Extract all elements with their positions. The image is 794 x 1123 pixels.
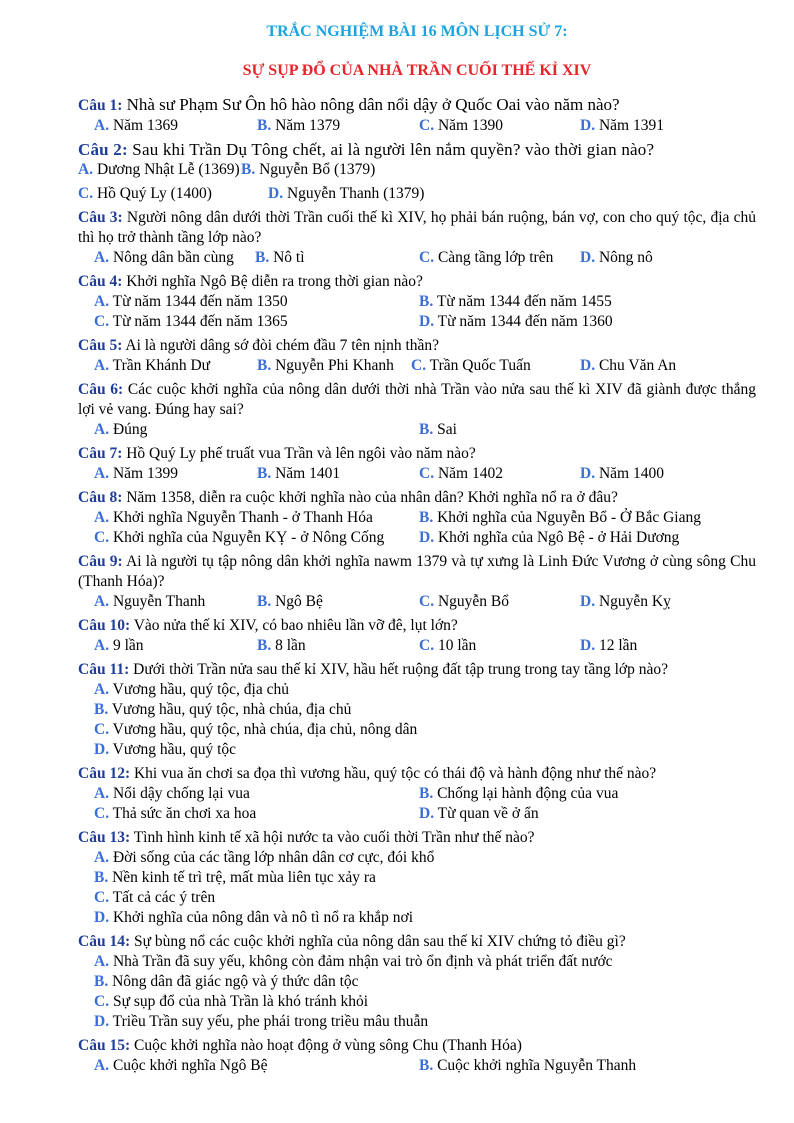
option-c[interactable]: C. Hồ Quý Ly (1400) xyxy=(78,185,212,202)
options-row xyxy=(78,292,756,312)
worksheet-page xyxy=(78,0,756,1076)
option-a[interactable]: A. Nhà Trần đã suy yếu, không còn đảm nhận vai trò ổn định và phát triển đất nước xyxy=(94,953,613,970)
option-a[interactable]: A. Vương hầu, quý tộc, địa chủ xyxy=(94,681,289,698)
question-number: Câu 8: xyxy=(78,489,123,506)
question-number: Câu 15: xyxy=(78,1037,131,1054)
option-b[interactable]: B. Nông dân đã giác ngộ và ý thức dân tộc xyxy=(94,973,359,990)
question-number: Câu 12: xyxy=(78,765,131,782)
question-4 xyxy=(78,272,756,292)
option-c[interactable]: C. Năm 1390 xyxy=(419,117,503,134)
question-2 xyxy=(78,140,756,160)
question-text: Khởi nghĩa Ngô Bệ diễn ra trong thời gian nào? xyxy=(122,273,423,290)
question-text: Tình hình kinh tế xã hội nước ta vào cuối thời Trần như thế nào? xyxy=(130,829,535,846)
question-7 xyxy=(78,444,756,464)
page-title: TRẮC NGHIỆM BÀI 16 MÔN LỊCH SỬ 7: xyxy=(266,23,568,40)
options-row xyxy=(78,528,756,548)
question-1 xyxy=(78,95,756,116)
option-b[interactable]: B. Năm 1379 xyxy=(257,117,341,134)
option-c[interactable]: C. Nguyễn Bổ xyxy=(419,593,509,610)
option-d[interactable]: D. Nông nô xyxy=(580,249,653,266)
option-c[interactable]: C. Từ năm 1344 đến năm 1365 xyxy=(94,313,288,330)
options-row xyxy=(78,508,756,528)
options-row xyxy=(78,356,756,376)
question-9 xyxy=(78,552,756,592)
options-row xyxy=(78,592,756,612)
question-number: Câu 5: xyxy=(78,337,123,354)
option-b[interactable]: B. 8 lần xyxy=(257,637,306,654)
option-d[interactable]: D. Từ quan về ở ẩn xyxy=(419,805,539,822)
question-number: Câu 14: xyxy=(78,933,131,950)
option-c[interactable]: C. Vương hầu, quý tộc, nhà chúa, địa chủ, nông dân xyxy=(94,721,418,738)
option-b[interactable]: B. Năm 1401 xyxy=(257,465,341,482)
question-text: Sau khi Trần Dụ Tông chết, ai là người lên nắm quyền? vào thời gian nào? xyxy=(127,140,655,159)
option-b[interactable]: B. Khởi nghĩa của Nguyễn Bổ - Ở Bắc Giang xyxy=(419,509,701,526)
option-c[interactable]: C. Tất cả các ý trên xyxy=(94,889,216,906)
question-3 xyxy=(78,208,756,248)
question-text: Hồ Quý Ly phế truất vua Trần và lên ngôi vào năm nào? xyxy=(122,445,476,462)
option-c[interactable]: C. Càng tầng lớp trên xyxy=(419,249,554,266)
question-number: Câu 7: xyxy=(78,445,123,462)
question-number: Câu 11: xyxy=(78,661,130,678)
option-b[interactable]: B. Ngô Bệ xyxy=(257,593,323,610)
question-text: Ai là người tụ tập nông dân khởi nghĩa nawm 1379 và tự xưng là Linh Đức Vương ở cùng sông Chu (Thanh Hóa)? xyxy=(78,553,756,590)
question-text: Ai là người dâng sớ đòi chém đầu 7 tên nịnh thần? xyxy=(122,337,440,354)
question-number: Câu 13: xyxy=(78,829,131,846)
option-a[interactable]: A. Đời sống của các tầng lớp nhân dân cơ cực, đói khổ xyxy=(94,849,435,866)
option-b[interactable]: B. Sai xyxy=(419,421,457,438)
option-c[interactable]: C. 10 lần xyxy=(419,637,477,654)
question-8 xyxy=(78,488,756,508)
option-c[interactable]: C. Trần Quốc Tuấn xyxy=(411,357,531,374)
option-a[interactable]: A. Nổi dậy chống lại vua xyxy=(94,785,250,802)
question-5 xyxy=(78,336,756,356)
question-text: Các cuộc khởi nghĩa của nông dân dưới thời nhà Trần vào nửa sau thế kì XIV đã giành được thắng lợi vẻ vang. Đúng hay sai? xyxy=(78,381,756,418)
option-a[interactable]: A. Khởi nghĩa Nguyễn Thanh - ở Thanh Hóa xyxy=(94,509,373,526)
question-14 xyxy=(78,932,756,952)
options-row xyxy=(78,184,756,204)
option-a[interactable]: A. Nguyễn Thanh xyxy=(94,593,206,610)
option-b[interactable]: B. Từ năm 1344 đến năm 1455 xyxy=(419,293,612,310)
option-a[interactable]: A. Từ năm 1344 đến năm 1350 xyxy=(94,293,288,310)
question-10 xyxy=(78,616,756,636)
question-15 xyxy=(78,1036,756,1056)
option-a[interactable]: A. Đúng xyxy=(94,421,148,438)
options-row xyxy=(78,464,756,484)
option-d[interactable]: D. Triều Trần suy yếu, phe phái trong triều mâu thuẫn xyxy=(94,1013,429,1030)
option-a[interactable]: A. Cuộc khởi nghĩa Ngô Bệ xyxy=(94,1057,268,1074)
option-c[interactable]: C. Thả sức ăn chơi xa hoa xyxy=(94,805,257,822)
option-d[interactable]: D. Năm 1400 xyxy=(580,465,664,482)
question-11 xyxy=(78,660,756,680)
question-13 xyxy=(78,828,756,848)
option-a[interactable]: A. 9 lần xyxy=(94,637,144,654)
option-d[interactable]: D. Nguyễn Thanh (1379) xyxy=(268,185,425,202)
option-d[interactable]: D. Vương hầu, quý tộc xyxy=(94,741,237,758)
option-b[interactable]: B. Nô tì xyxy=(255,249,305,266)
question-number: Câu 4: xyxy=(78,273,123,290)
option-d[interactable]: D. 12 lần xyxy=(580,637,638,654)
question-number: Câu 1: xyxy=(78,97,123,114)
question-number: Câu 10: xyxy=(78,617,131,634)
question-number: Câu 6: xyxy=(78,381,124,398)
option-b[interactable]: B. Nguyễn Bổ (1379) xyxy=(241,161,376,178)
options-row xyxy=(78,804,756,824)
options-row xyxy=(78,116,756,136)
question-text: Nhà sư Phạm Sư Ôn hô hào nông dân nổi dậy ở Quốc Oai vào năm nào? xyxy=(122,95,620,114)
option-b[interactable]: B. Vương hầu, quý tộc, nhà chúa, địa chủ xyxy=(94,701,352,718)
options-row xyxy=(78,1056,756,1076)
option-a[interactable]: A. Trần Khánh Dư xyxy=(94,357,211,374)
options-row xyxy=(78,784,756,804)
option-a[interactable]: A. Năm 1399 xyxy=(94,465,178,482)
option-c[interactable]: C. Sự sụp đổ của nhà Trần là khó tránh khỏi xyxy=(94,993,369,1010)
question-text: Năm 1358, diễn ra cuộc khởi nghĩa nào của nhân dân? Khởi nghĩa nổ ra ở đâu? xyxy=(122,489,618,506)
option-c[interactable]: C. Khởi nghĩa của Nguyễn KỴ - ở Nông Cống xyxy=(94,529,385,546)
question-text: Khi vua ăn chơi sa đọa thì vương hầu, quý tộc có thái độ và hành động như thế nào? xyxy=(130,765,657,782)
option-c[interactable]: C. Năm 1402 xyxy=(419,465,503,482)
option-d[interactable]: D. Năm 1391 xyxy=(580,117,664,134)
option-b[interactable]: B. Cuộc khởi nghĩa Nguyễn Thanh xyxy=(419,1057,637,1074)
option-a[interactable]: A. Nông dân bần cùng xyxy=(94,249,234,266)
question-12 xyxy=(78,764,756,784)
question-text: Người nông dân dưới thời Trần cuối thế kì XIV, họ phải bán ruộng, bán vợ, con cho quý tộc, địa chủ thì họ trở thành tầng lớp nào? xyxy=(78,209,756,246)
option-d[interactable]: D. Chu Văn An xyxy=(580,357,677,374)
option-d[interactable]: D. Nguyễn Kỵ xyxy=(580,593,671,610)
option-a[interactable]: A. Năm 1369 xyxy=(94,117,178,134)
options-row xyxy=(78,312,756,332)
question-text: Cuộc khởi nghĩa nào hoạt động ở vùng sông Chu (Thanh Hóa) xyxy=(130,1037,522,1054)
option-b[interactable]: B. Nền kinh tế trì trệ, mất mùa liên tục xảy ra xyxy=(94,869,376,886)
option-d[interactable]: D. Từ năm 1344 đến năm 1360 xyxy=(419,313,613,330)
options-row xyxy=(78,636,756,656)
option-d[interactable]: D. Khởi nghĩa của Ngô Bệ - ở Hải Dương xyxy=(419,529,680,546)
option-b[interactable]: B. Nguyễn Phi Khanh xyxy=(257,357,394,374)
options-row xyxy=(78,248,756,268)
question-text: Dưới thời Trần nửa sau thế kỉ XIV, hầu hết ruộng đất tập trung trong tay tầng lớp nào? xyxy=(129,661,668,678)
option-d[interactable]: D. Khởi nghĩa của nông dân và nô tì nổ ra khắp nơi xyxy=(94,909,414,926)
option-b[interactable]: B. Chống lại hành động của vua xyxy=(419,785,619,802)
question-number: Câu 9: xyxy=(78,553,123,570)
options-row xyxy=(78,160,756,180)
question-number: Câu 2: xyxy=(78,140,128,159)
options-row xyxy=(78,420,756,440)
question-6 xyxy=(78,380,756,420)
question-number: Câu 3: xyxy=(78,209,123,226)
option-a[interactable]: A. Dương Nhật Lễ (1369) xyxy=(78,161,240,178)
page-subtitle: SỰ SỤP ĐỔ CỦA NHÀ TRẦN CUỐI THẾ KỈ XIV xyxy=(242,62,592,79)
question-text: Vào nửa thế kỉ XIV, có bao nhiêu lần vỡ đê, lụt lớn? xyxy=(130,617,458,634)
question-text: Sự bùng nổ các cuộc khởi nghĩa của nông dân sau thế kỉ XIV chứng tỏ điều gì? xyxy=(130,933,626,950)
